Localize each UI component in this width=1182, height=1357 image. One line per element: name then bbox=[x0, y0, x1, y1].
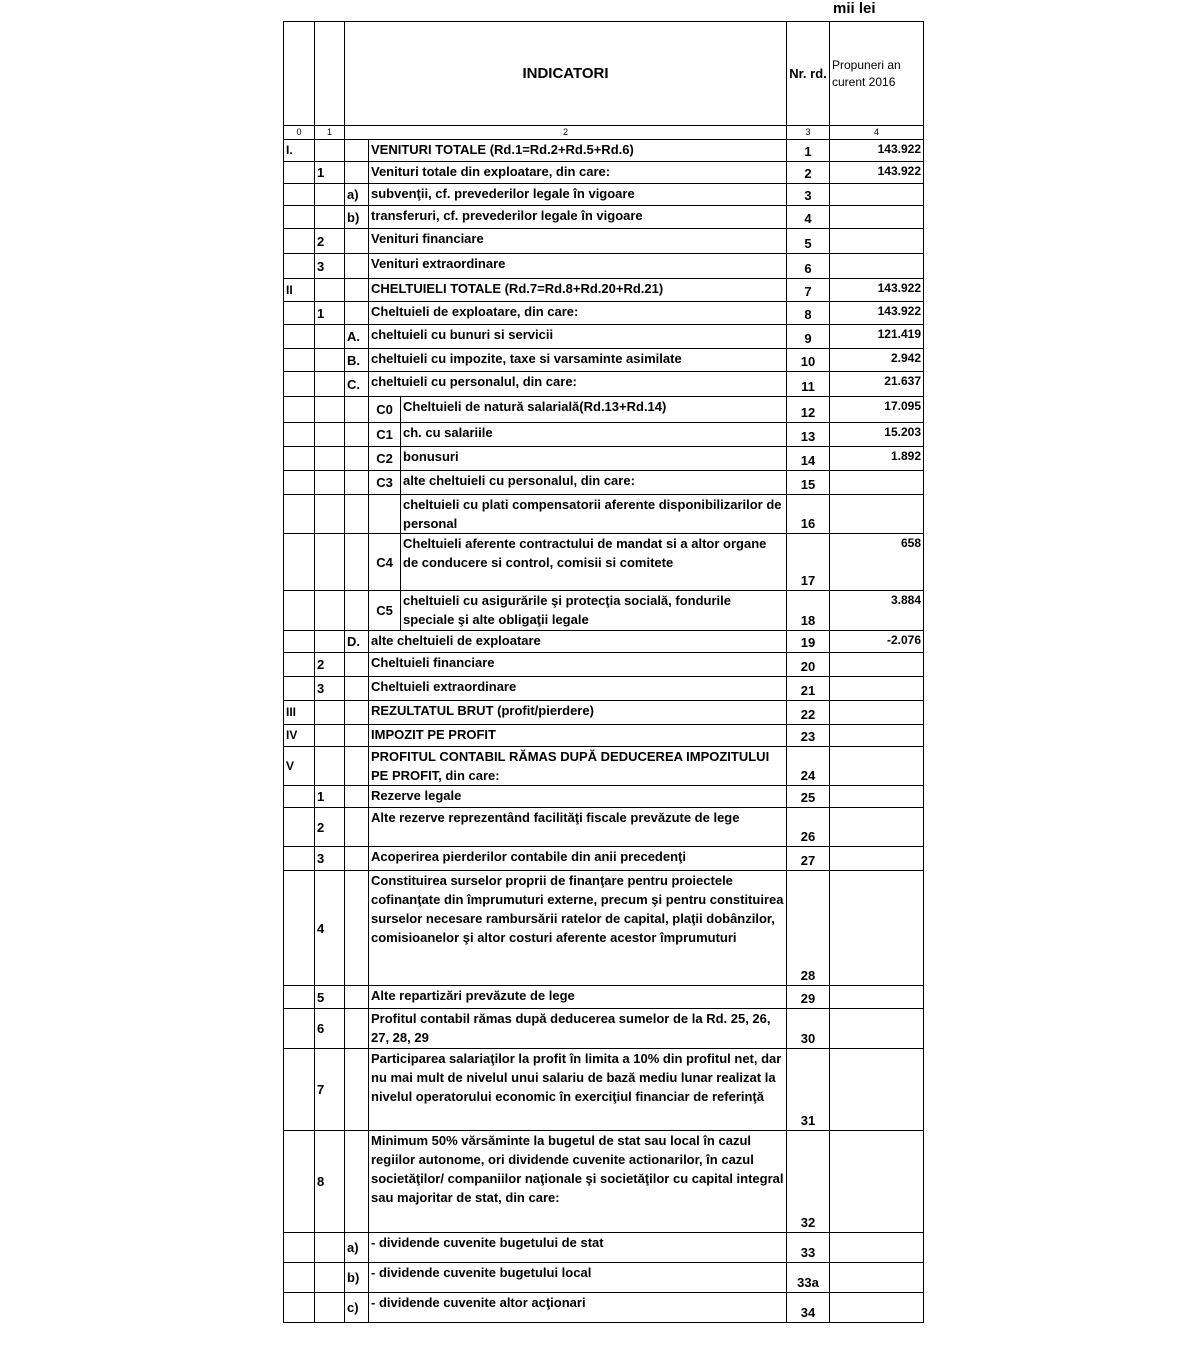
row-indicator-text: Cheltuieli de natură salarială(Rd.13+Rd.14) bbox=[401, 397, 787, 423]
row-letter-index bbox=[345, 495, 369, 534]
row-indicator-text: Venituri extraordinare bbox=[369, 254, 787, 279]
table-row bbox=[284, 1263, 924, 1293]
row-number-index: 2 bbox=[315, 808, 345, 847]
row-indicator-text: VENITURI TOTALE (Rd.1=Rd.2+Rd.5+Rd.6) bbox=[369, 140, 787, 162]
row-number-index: 7 bbox=[315, 1049, 345, 1131]
row-sub-code: C1 bbox=[369, 423, 401, 447]
row-indicator-text: - dividende cuvenite bugetului de stat bbox=[369, 1233, 787, 1263]
table-row bbox=[284, 229, 924, 254]
row-number: 34 bbox=[787, 1293, 830, 1323]
row-letter-index bbox=[345, 701, 369, 725]
row-number-index bbox=[315, 591, 345, 631]
table-row bbox=[284, 677, 924, 701]
row-indicator-text: bonusuri bbox=[401, 447, 787, 471]
row-sub-code: C2 bbox=[369, 447, 401, 471]
row-number: 19 bbox=[787, 631, 830, 653]
row-number: 23 bbox=[787, 725, 830, 747]
row-indicator-text: transferuri, cf. prevederilor legale în vigoare bbox=[369, 206, 787, 229]
row-letter-index: A. bbox=[345, 325, 369, 349]
row-number-index: 1 bbox=[315, 786, 345, 808]
index-cell: 1 bbox=[315, 126, 345, 140]
row-value bbox=[830, 871, 924, 986]
row-value: 121.419 bbox=[830, 325, 924, 349]
row-roman-index bbox=[284, 372, 315, 397]
row-letter-index: c) bbox=[345, 1293, 369, 1323]
table-row bbox=[284, 808, 924, 847]
row-number: 32 bbox=[787, 1131, 830, 1233]
row-indicator-text: Acoperirea pierderilor contabile din anii precedenţi bbox=[369, 847, 787, 871]
row-roman-index bbox=[284, 397, 315, 423]
row-number-index bbox=[315, 140, 345, 162]
row-letter-index bbox=[345, 847, 369, 871]
table-row bbox=[284, 786, 924, 808]
row-number-index bbox=[315, 725, 345, 747]
row-value: 17.095 bbox=[830, 397, 924, 423]
index-cell: 3 bbox=[787, 126, 830, 140]
row-indicator-text: alte cheltuieli de exploatare bbox=[369, 631, 787, 653]
table-row bbox=[284, 534, 924, 591]
row-letter-index: a) bbox=[345, 184, 369, 206]
row-number-index: 2 bbox=[315, 229, 345, 254]
row-sub-code bbox=[369, 495, 401, 534]
row-value: 143.922 bbox=[830, 302, 924, 325]
row-value: 658 bbox=[830, 534, 924, 591]
row-number: 11 bbox=[787, 372, 830, 397]
row-letter-index: a) bbox=[345, 1233, 369, 1263]
row-value bbox=[830, 1131, 924, 1233]
row-number: 21 bbox=[787, 677, 830, 701]
row-letter-index bbox=[345, 677, 369, 701]
table-row bbox=[284, 871, 924, 986]
row-value bbox=[830, 847, 924, 871]
row-number-index bbox=[315, 349, 345, 372]
row-roman-index bbox=[284, 302, 315, 325]
row-number-index: 3 bbox=[315, 254, 345, 279]
row-letter-index bbox=[345, 279, 369, 302]
row-roman-index bbox=[284, 653, 315, 677]
row-number: 26 bbox=[787, 808, 830, 847]
row-number: 33 bbox=[787, 1233, 830, 1263]
row-letter-index bbox=[345, 534, 369, 591]
header-row bbox=[284, 22, 924, 126]
row-indicator-text: Alte rezerve reprezentând facilităţi fiscale prevăzute de lege bbox=[369, 808, 787, 847]
row-number: 1 bbox=[787, 140, 830, 162]
row-roman-index: V bbox=[284, 747, 315, 786]
row-indicator-text: Participarea salariaţilor la profit în limita a 10% din profitul net, dar nu mai mult de nivelul unui salariu de bază mediu lunar realizat la nivelul operatorului economic în exerciţiul financiar de referinţă bbox=[369, 1049, 787, 1131]
row-number-index bbox=[315, 325, 345, 349]
row-indicator-text: cheltuieli cu impozite, taxe si varsaminte asimilate bbox=[369, 349, 787, 372]
row-number: 9 bbox=[787, 325, 830, 349]
row-value bbox=[830, 254, 924, 279]
row-letter-index bbox=[345, 397, 369, 423]
row-roman-index bbox=[284, 871, 315, 986]
table-row bbox=[284, 471, 924, 495]
row-number: 4 bbox=[787, 206, 830, 229]
row-roman-index: II bbox=[284, 279, 315, 302]
row-indicator-text: - dividende cuvenite altor acţionari bbox=[369, 1293, 787, 1323]
row-number-index bbox=[315, 397, 345, 423]
table-row bbox=[284, 591, 924, 631]
row-value: -2.076 bbox=[830, 631, 924, 653]
row-number: 14 bbox=[787, 447, 830, 471]
row-number-index bbox=[315, 184, 345, 206]
row-indicator-text: Venituri financiare bbox=[369, 229, 787, 254]
row-roman-index bbox=[284, 447, 315, 471]
table-row bbox=[284, 279, 924, 302]
row-value bbox=[830, 786, 924, 808]
table-row bbox=[284, 302, 924, 325]
row-number-index bbox=[315, 447, 345, 471]
row-indicator-text: Alte repartizări prevăzute de lege bbox=[369, 986, 787, 1009]
row-number-index bbox=[315, 631, 345, 653]
row-indicator-text: Profitul contabil rămas după deducerea sumelor de la Rd. 25, 26, 27, 28, 29 bbox=[369, 1009, 787, 1049]
row-number-index bbox=[315, 495, 345, 534]
table-row bbox=[284, 206, 924, 229]
row-indicator-text: Rezerve legale bbox=[369, 786, 787, 808]
row-sub-code: C3 bbox=[369, 471, 401, 495]
row-number-index bbox=[315, 423, 345, 447]
row-number: 12 bbox=[787, 397, 830, 423]
row-number: 27 bbox=[787, 847, 830, 871]
row-sub-code: C4 bbox=[369, 534, 401, 591]
row-number: 7 bbox=[787, 279, 830, 302]
row-roman-index bbox=[284, 847, 315, 871]
row-roman-index bbox=[284, 808, 315, 847]
budget-table bbox=[283, 21, 924, 1323]
row-value bbox=[830, 1263, 924, 1293]
table-row bbox=[284, 986, 924, 1009]
row-roman-index bbox=[284, 1049, 315, 1131]
row-indicator-text: Venituri totale din exploatare, din care: bbox=[369, 162, 787, 184]
table-row bbox=[284, 725, 924, 747]
row-letter-index bbox=[345, 1009, 369, 1049]
header-nr-rd: Nr. rd. bbox=[787, 22, 830, 126]
row-letter-index bbox=[345, 254, 369, 279]
row-letter-index: C. bbox=[345, 372, 369, 397]
row-sub-code: C5 bbox=[369, 591, 401, 631]
row-number-index bbox=[315, 1233, 345, 1263]
row-indicator-text: Cheltuieli extraordinare bbox=[369, 677, 787, 701]
row-roman-index bbox=[284, 325, 315, 349]
row-number-index bbox=[315, 1293, 345, 1323]
row-number: 13 bbox=[787, 423, 830, 447]
row-value bbox=[830, 206, 924, 229]
row-number-index bbox=[315, 701, 345, 725]
row-value: 2.942 bbox=[830, 349, 924, 372]
row-roman-index bbox=[284, 677, 315, 701]
table-row bbox=[284, 1293, 924, 1323]
row-letter-index bbox=[345, 229, 369, 254]
row-indicator-text: cheltuieli cu personalul, din care: bbox=[369, 372, 787, 397]
table-row bbox=[284, 847, 924, 871]
table-row bbox=[284, 1049, 924, 1131]
row-indicator-text: Minimum 50% vărsăminte la bugetul de stat sau local în cazul regiilor autonome, ori dividende cuvenite actionarilor, în cazul societăţilor/ companiilor naţionale şi societăţilor cu capital integral sau majoritar de stat, din care: bbox=[369, 1131, 787, 1233]
row-letter-index: B. bbox=[345, 349, 369, 372]
row-roman-index bbox=[284, 471, 315, 495]
row-indicator-text: ch. cu salariile bbox=[401, 423, 787, 447]
row-roman-index bbox=[284, 495, 315, 534]
row-letter-index bbox=[345, 786, 369, 808]
row-value bbox=[830, 701, 924, 725]
row-number-index bbox=[315, 206, 345, 229]
row-number: 20 bbox=[787, 653, 830, 677]
row-number: 22 bbox=[787, 701, 830, 725]
row-number-index bbox=[315, 534, 345, 591]
row-number: 8 bbox=[787, 302, 830, 325]
row-letter-index bbox=[345, 1049, 369, 1131]
row-value bbox=[830, 229, 924, 254]
row-number-index: 8 bbox=[315, 1131, 345, 1233]
row-value bbox=[830, 495, 924, 534]
row-number: 3 bbox=[787, 184, 830, 206]
row-number-index bbox=[315, 747, 345, 786]
table-row bbox=[284, 653, 924, 677]
row-number-index: 5 bbox=[315, 986, 345, 1009]
row-letter-index bbox=[345, 140, 369, 162]
row-letter-index bbox=[345, 653, 369, 677]
row-value: 1.892 bbox=[830, 447, 924, 471]
row-value bbox=[830, 653, 924, 677]
row-indicator-text: Cheltuieli de exploatare, din care: bbox=[369, 302, 787, 325]
row-roman-index bbox=[284, 591, 315, 631]
row-roman-index bbox=[284, 206, 315, 229]
table-row bbox=[284, 162, 924, 184]
row-number-index: 1 bbox=[315, 302, 345, 325]
index-row bbox=[284, 126, 924, 140]
table-row bbox=[284, 1009, 924, 1049]
row-indicator-text: REZULTATUL BRUT (profit/pierdere) bbox=[369, 701, 787, 725]
row-indicator-text: Constituirea surselor proprii de finanţare pentru proiectele cofinanţate din împrumuturi externe, precum şi pentru constituirea surselor necesare rambursării ratelor de capital, plaţii dobânzilor, comisioanelor şi altor costuri aferente acestor împrumuturi bbox=[369, 871, 787, 986]
row-roman-index bbox=[284, 1233, 315, 1263]
row-value bbox=[830, 986, 924, 1009]
row-number: 28 bbox=[787, 871, 830, 986]
row-roman-index bbox=[284, 631, 315, 653]
row-indicator-text: Cheltuieli financiare bbox=[369, 653, 787, 677]
row-letter-index bbox=[345, 591, 369, 631]
row-number-index bbox=[315, 1263, 345, 1293]
row-letter-index bbox=[345, 302, 369, 325]
row-roman-index bbox=[284, 254, 315, 279]
row-number: 30 bbox=[787, 1009, 830, 1049]
row-roman-index bbox=[284, 986, 315, 1009]
unit-label: mii lei bbox=[833, 0, 876, 17]
row-roman-index bbox=[284, 162, 315, 184]
table-row bbox=[284, 423, 924, 447]
row-value bbox=[830, 1009, 924, 1049]
row-roman-index bbox=[284, 1293, 315, 1323]
row-indicator-text: subvenţii, cf. prevederilor legale în vigoare bbox=[369, 184, 787, 206]
row-letter-index bbox=[345, 808, 369, 847]
table-row bbox=[284, 631, 924, 653]
row-value bbox=[830, 1049, 924, 1131]
index-cell: 0 bbox=[284, 126, 315, 140]
table-row bbox=[284, 1233, 924, 1263]
row-indicator-text: PROFITUL CONTABIL RĂMAS DUPĂ DEDUCEREA IMPOZITULUI PE PROFIT, din care: bbox=[369, 747, 787, 786]
row-number: 5 bbox=[787, 229, 830, 254]
row-indicator-text: CHELTUIELI TOTALE (Rd.7=Rd.8+Rd.20+Rd.21) bbox=[369, 279, 787, 302]
row-value: 143.922 bbox=[830, 140, 924, 162]
row-roman-index: IV bbox=[284, 725, 315, 747]
row-roman-index bbox=[284, 786, 315, 808]
row-value: 21.637 bbox=[830, 372, 924, 397]
row-number: 18 bbox=[787, 591, 830, 631]
row-roman-index bbox=[284, 1263, 315, 1293]
row-roman-index: III bbox=[284, 701, 315, 725]
row-letter-index bbox=[345, 447, 369, 471]
table-row bbox=[284, 349, 924, 372]
table-row bbox=[284, 747, 924, 786]
table-row bbox=[284, 447, 924, 471]
row-number-index: 3 bbox=[315, 847, 345, 871]
row-number-index: 2 bbox=[315, 653, 345, 677]
row-value bbox=[830, 1293, 924, 1323]
row-number-index bbox=[315, 372, 345, 397]
row-roman-index bbox=[284, 1131, 315, 1233]
row-indicator-text: alte cheltuieli cu personalul, din care: bbox=[401, 471, 787, 495]
table-row bbox=[284, 254, 924, 279]
row-letter-index bbox=[345, 162, 369, 184]
header-propuneri: Propuneri an curent 2016 bbox=[830, 22, 924, 126]
row-indicator-text: cheltuieli cu plati compensatorii aferente disponibilizarilor de personal bbox=[401, 495, 787, 534]
row-number: 16 bbox=[787, 495, 830, 534]
row-value: 143.922 bbox=[830, 279, 924, 302]
row-number: 10 bbox=[787, 349, 830, 372]
table-row bbox=[284, 184, 924, 206]
row-roman-index bbox=[284, 349, 315, 372]
row-roman-index bbox=[284, 184, 315, 206]
row-number: 6 bbox=[787, 254, 830, 279]
row-roman-index bbox=[284, 229, 315, 254]
row-letter-index bbox=[345, 1131, 369, 1233]
row-letter-index bbox=[345, 986, 369, 1009]
row-number-index bbox=[315, 279, 345, 302]
row-indicator-text: cheltuieli cu asigurările şi protecţia socială, fondurile speciale şi alte obligaţii legale bbox=[401, 591, 787, 631]
row-number: 31 bbox=[787, 1049, 830, 1131]
row-number: 15 bbox=[787, 471, 830, 495]
row-letter-index: b) bbox=[345, 206, 369, 229]
index-cell: 2 bbox=[345, 126, 787, 140]
row-number: 33a bbox=[787, 1263, 830, 1293]
row-letter-index bbox=[345, 747, 369, 786]
row-roman-index bbox=[284, 1009, 315, 1049]
row-sub-code: C0 bbox=[369, 397, 401, 423]
row-letter-index: D. bbox=[345, 631, 369, 653]
row-value bbox=[830, 725, 924, 747]
row-number-index: 1 bbox=[315, 162, 345, 184]
row-number-index: 6 bbox=[315, 1009, 345, 1049]
row-number: 25 bbox=[787, 786, 830, 808]
table-row bbox=[284, 140, 924, 162]
row-number-index: 4 bbox=[315, 871, 345, 986]
row-roman-index: I. bbox=[284, 140, 315, 162]
table-row bbox=[284, 495, 924, 534]
row-letter-index bbox=[345, 871, 369, 986]
row-indicator-text: - dividende cuvenite bugetului local bbox=[369, 1263, 787, 1293]
row-roman-index bbox=[284, 534, 315, 591]
row-value: 143.922 bbox=[830, 162, 924, 184]
row-value: 15.203 bbox=[830, 423, 924, 447]
row-number: 29 bbox=[787, 986, 830, 1009]
row-letter-index bbox=[345, 725, 369, 747]
index-cell: 4 bbox=[830, 126, 924, 140]
row-value bbox=[830, 1233, 924, 1263]
row-indicator-text: cheltuieli cu bunuri si servicii bbox=[369, 325, 787, 349]
row-roman-index bbox=[284, 423, 315, 447]
table-row bbox=[284, 372, 924, 397]
row-letter-index bbox=[345, 471, 369, 495]
row-letter-index: b) bbox=[345, 1263, 369, 1293]
row-number-index: 3 bbox=[315, 677, 345, 701]
row-number: 24 bbox=[787, 747, 830, 786]
row-value bbox=[830, 471, 924, 495]
row-letter-index bbox=[345, 423, 369, 447]
row-number: 17 bbox=[787, 534, 830, 591]
table-row bbox=[284, 325, 924, 349]
row-number-index bbox=[315, 471, 345, 495]
row-value bbox=[830, 184, 924, 206]
table-row bbox=[284, 397, 924, 423]
row-value bbox=[830, 808, 924, 847]
table-row bbox=[284, 1131, 924, 1233]
row-number: 2 bbox=[787, 162, 830, 184]
row-value bbox=[830, 747, 924, 786]
header-indicatori: INDICATORI bbox=[345, 22, 787, 126]
row-indicator-text: IMPOZIT PE PROFIT bbox=[369, 725, 787, 747]
table-row bbox=[284, 701, 924, 725]
row-value bbox=[830, 677, 924, 701]
row-value: 3.884 bbox=[830, 591, 924, 631]
row-indicator-text: Cheltuieli aferente contractului de mandat si a altor organe de conducere si control, comisii si comitete bbox=[401, 534, 787, 591]
